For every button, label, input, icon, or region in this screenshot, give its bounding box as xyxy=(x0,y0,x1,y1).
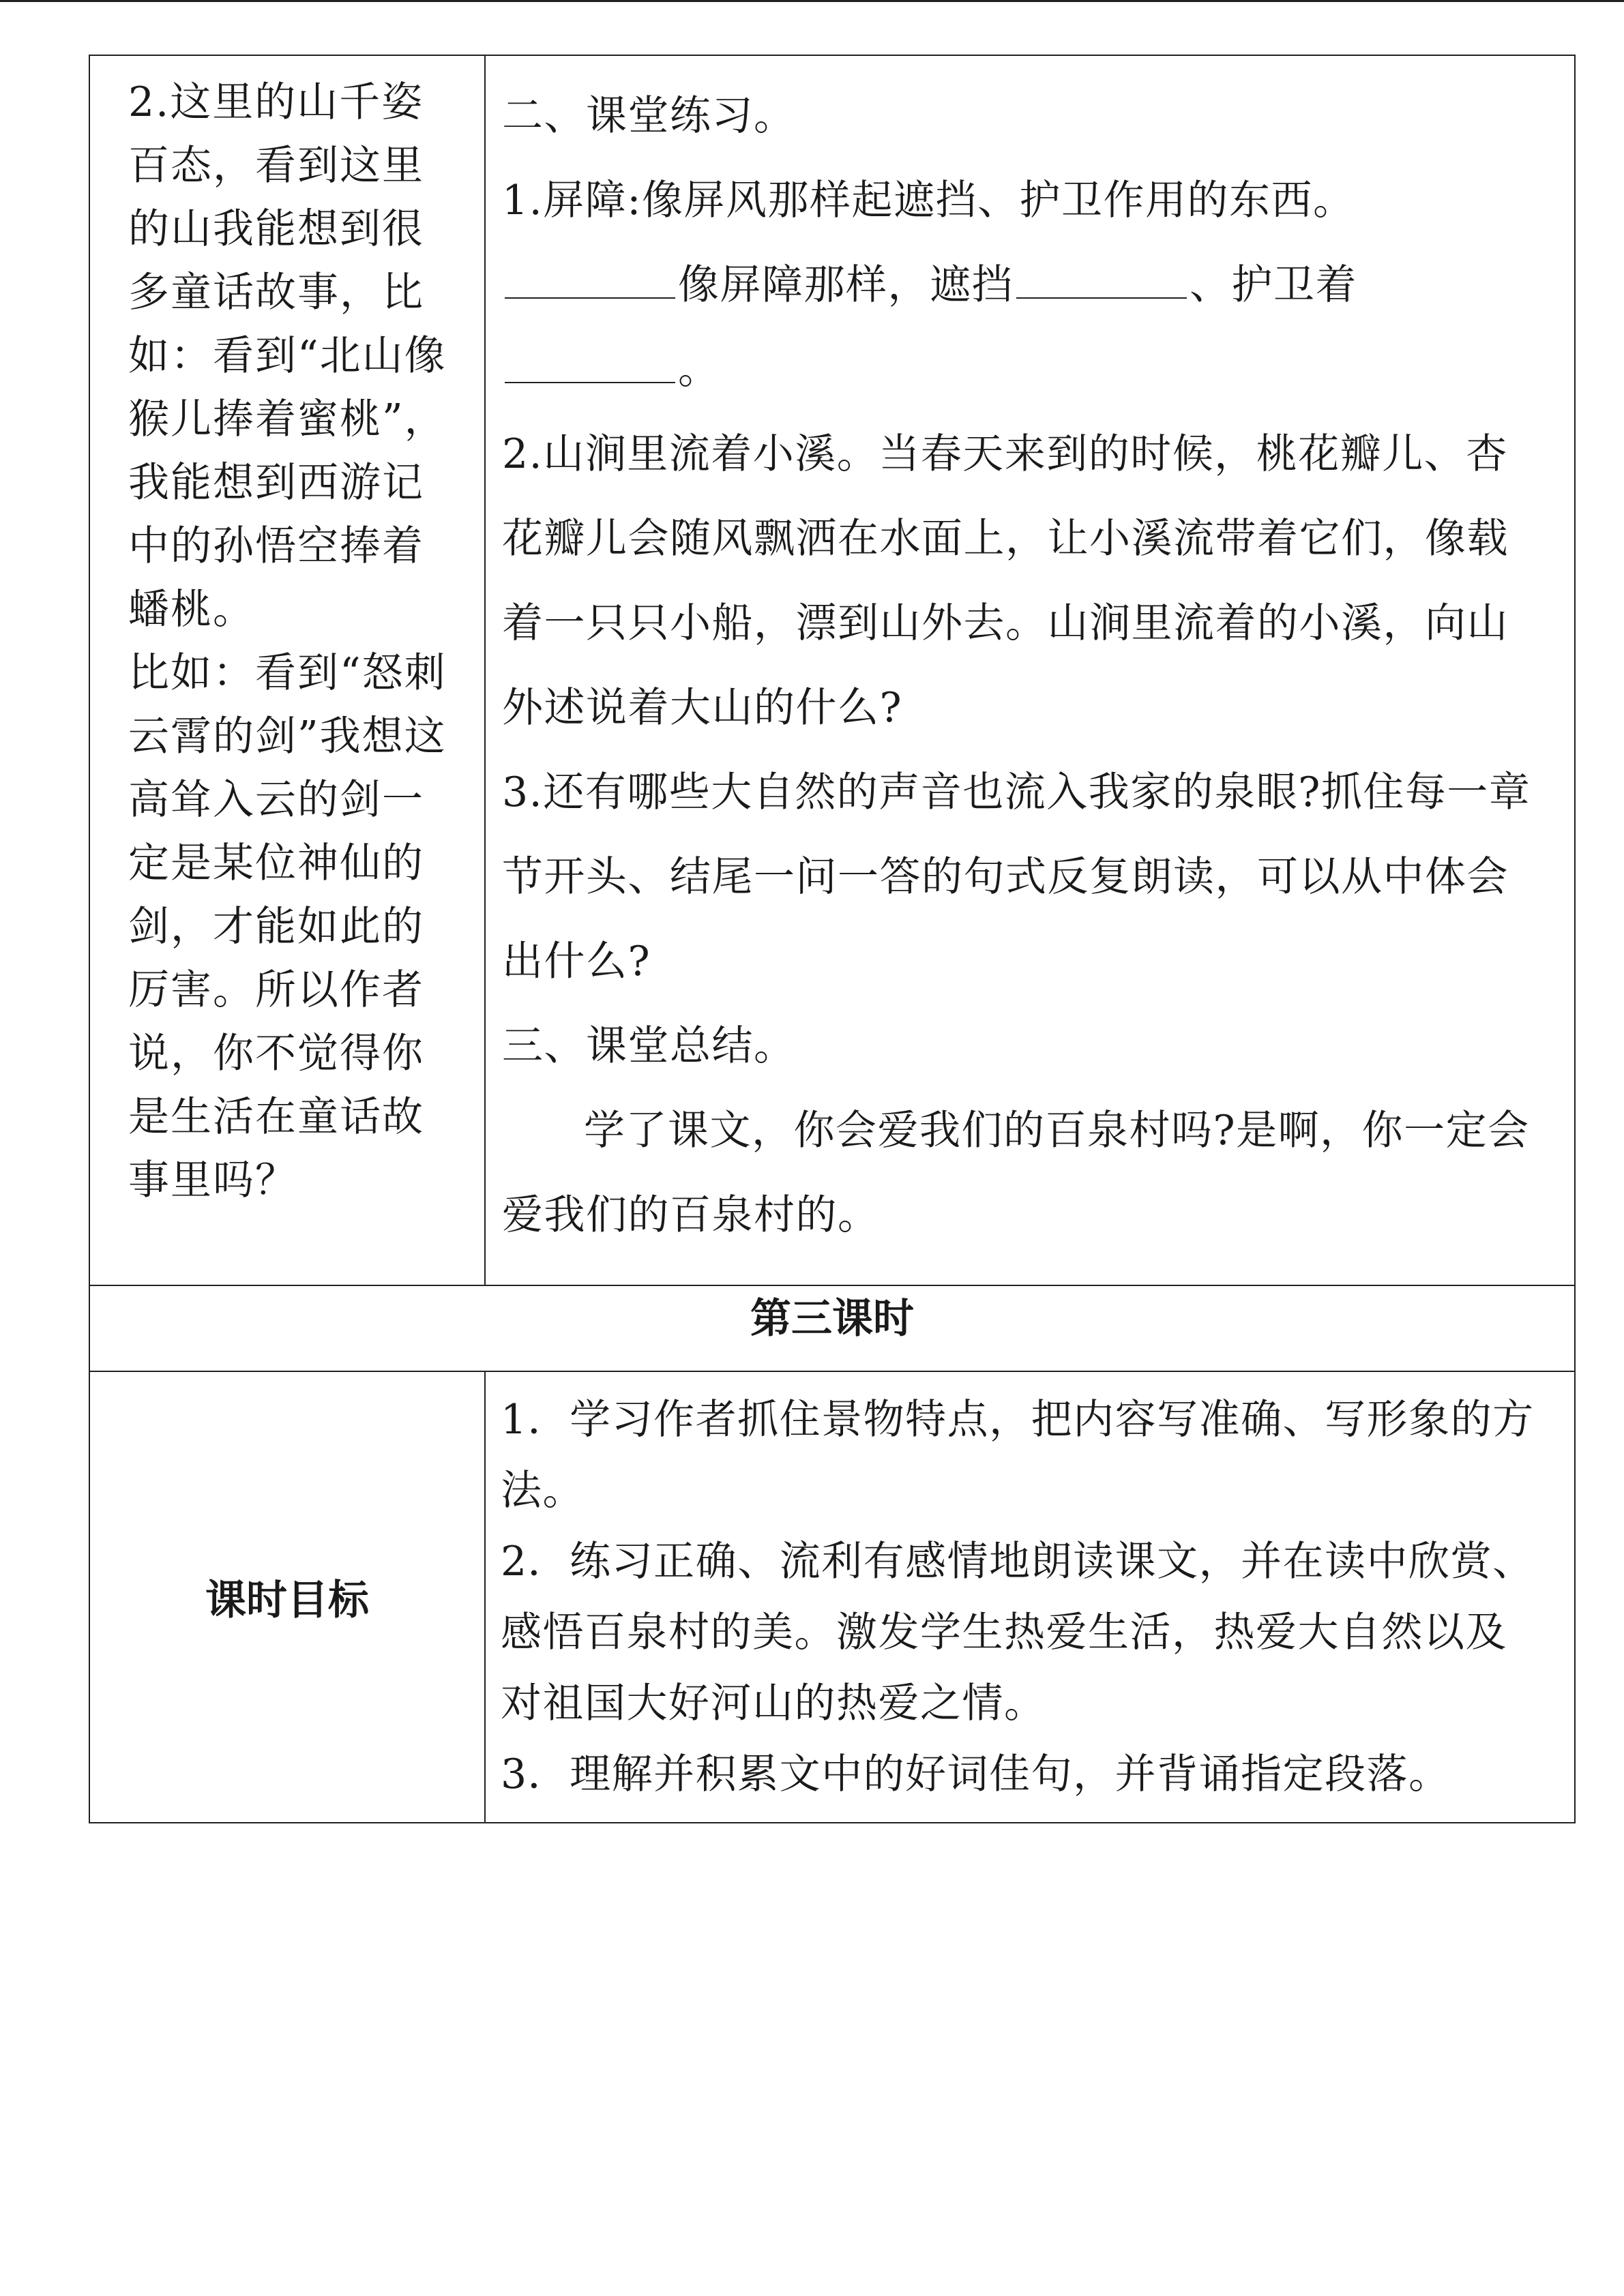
goals-row xyxy=(89,1371,1575,1823)
fill-blank-end: 。 xyxy=(678,346,720,393)
section-title-row xyxy=(89,1285,1575,1371)
page-top-rule xyxy=(0,0,1624,2)
summary-heading: 三、课堂总结。 xyxy=(502,1022,796,1070)
question-1-fill-blank xyxy=(502,243,1547,327)
fill-blank-2 xyxy=(1016,297,1187,299)
design-intent-cell xyxy=(89,55,485,1285)
summary-text: 学了课文，你会爱我们的百泉村吗?是啊，你一定会爱我们的百泉村的。 xyxy=(502,1107,1530,1239)
lesson-plan-table xyxy=(89,55,1576,1823)
practice-heading: 二、课堂练习。 xyxy=(502,92,796,140)
goals-label: 课时目标 xyxy=(89,1371,485,1823)
question-3: 3.还有哪些大自然的声音也流入我家的泉眼?抓住每一章节开头、结尾一问一答的句式反复朗读，可以从中体会出什么? xyxy=(502,769,1531,985)
section-title: 第三课时 xyxy=(89,1285,1575,1371)
practice-row xyxy=(89,55,1575,1285)
fill-blank-1 xyxy=(505,297,675,299)
goal-item-2: 2．练习正确、流利有感情地朗读课文，并在读中欣赏、感悟百泉村的美。激发学生热爱生活，热爱大自然以及对祖国大好河山的热爱之情。 xyxy=(501,1538,1535,1727)
fill-blank-text-b: 、护卫着 xyxy=(1190,261,1357,309)
fill-blank-3 xyxy=(505,382,675,383)
question-1-fill-blank-end xyxy=(502,327,1547,412)
question-2: 2.山涧里流着小溪。当春天来到的时候，桃花瓣儿、杏花瓣儿会随风飘洒在水面上，让小溪流带着它们，像载着一只只小船，漂到山外去。山涧里流着的小溪，向山外述说着大山的什么? xyxy=(502,430,1509,732)
goal-item-1: 1．学习作者抓住景物特点，把内容写准确、写形象的方法。 xyxy=(501,1396,1535,1515)
fill-blank-text-a: 像屏障那样，遮挡 xyxy=(678,261,1014,309)
intent-paragraph-1: 2.这里的山千姿百态，看到这里的山我能想到很多童话故事，比如：看到“北山像猴儿捧着蜜桃”，我能想到西游记中的孙悟空捧着蟠桃。 xyxy=(128,78,447,633)
teaching-process-cell xyxy=(485,55,1575,1285)
goal-item-3: 3．理解并积累文中的好词佳句，并背诵指定段落。 xyxy=(501,1750,1451,1798)
intent-paragraph-2: 比如：看到“怒刺云霄的剑”我想这高耸入云的剑一定是某位神仙的剑，才能如此的厉害。所以作者说，你不觉得你是生活在童话故事里吗？ xyxy=(128,649,447,1204)
question-1-definition: 1.屏障:像屏风那样起遮挡、护卫作用的东西。 xyxy=(502,177,1355,224)
goals-content-cell xyxy=(485,1371,1575,1823)
